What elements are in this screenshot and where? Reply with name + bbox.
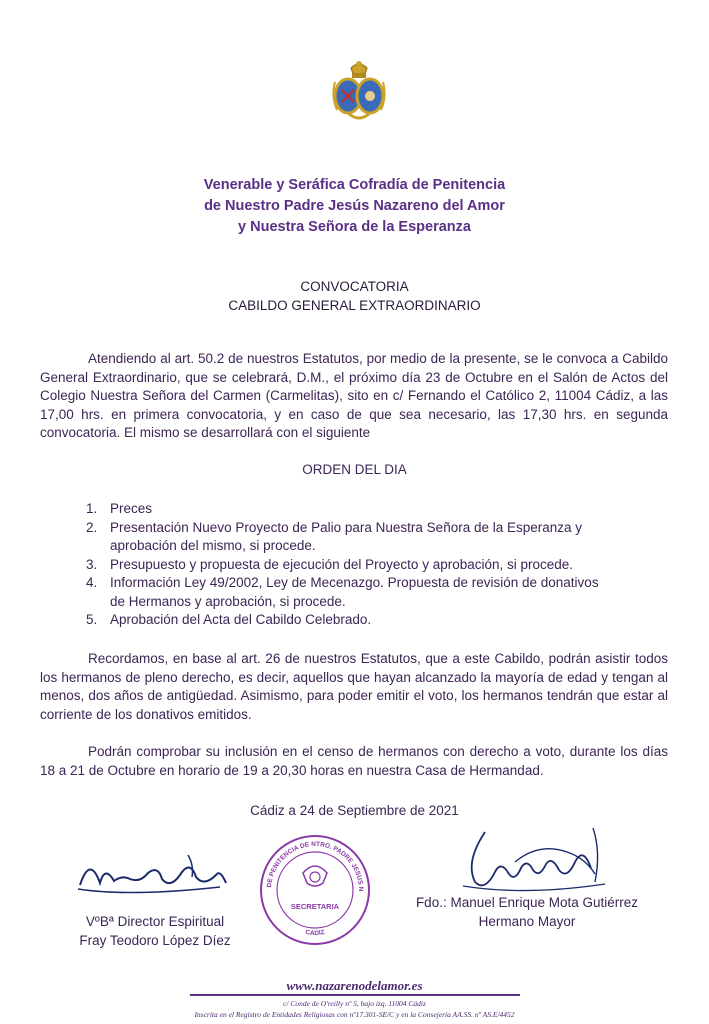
agenda-item — [86, 574, 616, 611]
director-role: VºBª Director Espiritual — [85, 914, 225, 929]
seal-top-text: DE PENITENCIA DE NTRO. PADRE JESUS N — [266, 840, 365, 892]
footer-divider — [190, 994, 520, 996]
agenda-item-text: Presupuesto y propuesta de ejecución del Proyecto y aprobación, si procede. — [110, 556, 574, 572]
hermano-mayor-role: Hermano Mayor — [478, 914, 576, 929]
intro-paragraph — [40, 350, 668, 443]
agenda-item-text: Información Ley 49/2002, Ley de Mecenazgo. Propuesta de revisión de donativos de Hermanos y aprobación, si procede. — [110, 575, 599, 609]
brotherhood-name — [0, 175, 709, 238]
hermano-mayor-name: Fdo.: Manuel Enrique Mota Gutiérrez — [415, 895, 639, 910]
censo-text: Podrán comprobar su inclusión en el censo de hermanos con derecho a voto, durante los días 18 a 21 de Octubre en horario de 19 a 20,30 horas en nuestra Casa de Hermandad. — [40, 744, 668, 778]
website-link[interactable]: www.nazarenodelamor.es — [286, 978, 423, 993]
hermano-mayor-signature — [455, 822, 615, 902]
agenda-item-number: 1. — [86, 501, 98, 516]
agenda-item-text: Presentación Nuevo Proyecto de Palio para Nuestra Señora de la Esperanza y aprobación del mismo, si procede. — [110, 519, 583, 553]
date-line: Cádiz a 24 de Septiembre de 2021 — [250, 803, 459, 818]
svg-text:CADIZ — [305, 929, 326, 937]
convocatoria-line: CONVOCATORIA — [300, 279, 409, 294]
seal-center-text: SECRETARIA — [290, 902, 340, 911]
agenda-item-number: 3. — [86, 556, 98, 572]
header-line: Venerable y Seráfica Cofradía de Penitencia — [203, 177, 506, 193]
spiritual-director-signature — [70, 845, 240, 905]
cabildo-line: CABILDO GENERAL EXTRAORDINARIO — [228, 298, 481, 313]
orden-del-dia-title: ORDEN DEL DIA — [302, 462, 407, 477]
footer-registry: Inscrita en el Registro de Entidades Religiosas con nº17.301-SE/C y en la Consejería AA.SS. nº AS.E/4452 — [194, 1010, 515, 1019]
header-line: de Nuestro Padre Jesús Nazareno del Amor — [204, 198, 505, 214]
agenda-item-text: Preces — [110, 501, 153, 516]
agenda-item — [86, 519, 616, 556]
agenda-list — [86, 500, 616, 630]
left-signatory — [65, 912, 245, 950]
agenda-item-number: 4. — [86, 575, 98, 590]
recordamos-text: Recordamos, en base al art. 26 de nuestros Estatutos, que a este Cabildo, podrán asistir todos los hermanos de pleno derecho, es decir, aquellos que hayan alcanzado la mayoría de edad y tengan al menos, dos años de antigüedad. Asimismo, para poder emitir el voto, los hermanos tendrán que estar al corriente de los donativos emitidos. — [40, 651, 668, 722]
agenda-item — [86, 556, 616, 575]
secretary-seal-icon — [255, 833, 375, 947]
svg-text:COFRADIA DE PENITENCIA DE NTRO — [255, 833, 364, 892]
agenda-item — [86, 611, 616, 630]
agenda-item — [86, 500, 616, 519]
convocatoria-title — [0, 277, 709, 315]
right-signatory — [402, 893, 652, 931]
agenda-item-text: Aprobación del Acta del Cabildo Celebrado. — [110, 612, 372, 627]
agenda-item-number: 2. — [86, 519, 98, 535]
agenda-item-number: 5. — [86, 612, 98, 627]
coat-of-arms-icon — [329, 60, 389, 122]
recordamos-paragraph — [40, 650, 668, 724]
intro-text: Atendiendo al art. 50.2 de nuestros Estatutos, por medio de la presente, se le convoca a Cabildo General Extraordinario, que se celebrará, D.M., el próximo día 23 de Octubre en el Salón de Actos del Colegio Nuestra Señora del Carmen (Carmelitas), sito en c/ Fernando el Católico 2, 11004 Cádiz, a las 17,00 hrs. en primera convocatoria, y en caso de que sea necesario, las 17,30 hrs. en segunda convocatoria. El mismo se desarrollará con el siguiente — [40, 351, 668, 440]
director-name: Fray Teodoro López Díez — [79, 933, 231, 948]
footer-address: c/ Conde de O'reilly nº 5, bajo izq. 11004 Cádiz — [283, 999, 426, 1008]
header-line: y Nuestra Señora de la Esperanza — [238, 219, 471, 235]
seal-bottom-text: CADIZ — [304, 928, 326, 938]
censo-paragraph — [40, 743, 668, 780]
